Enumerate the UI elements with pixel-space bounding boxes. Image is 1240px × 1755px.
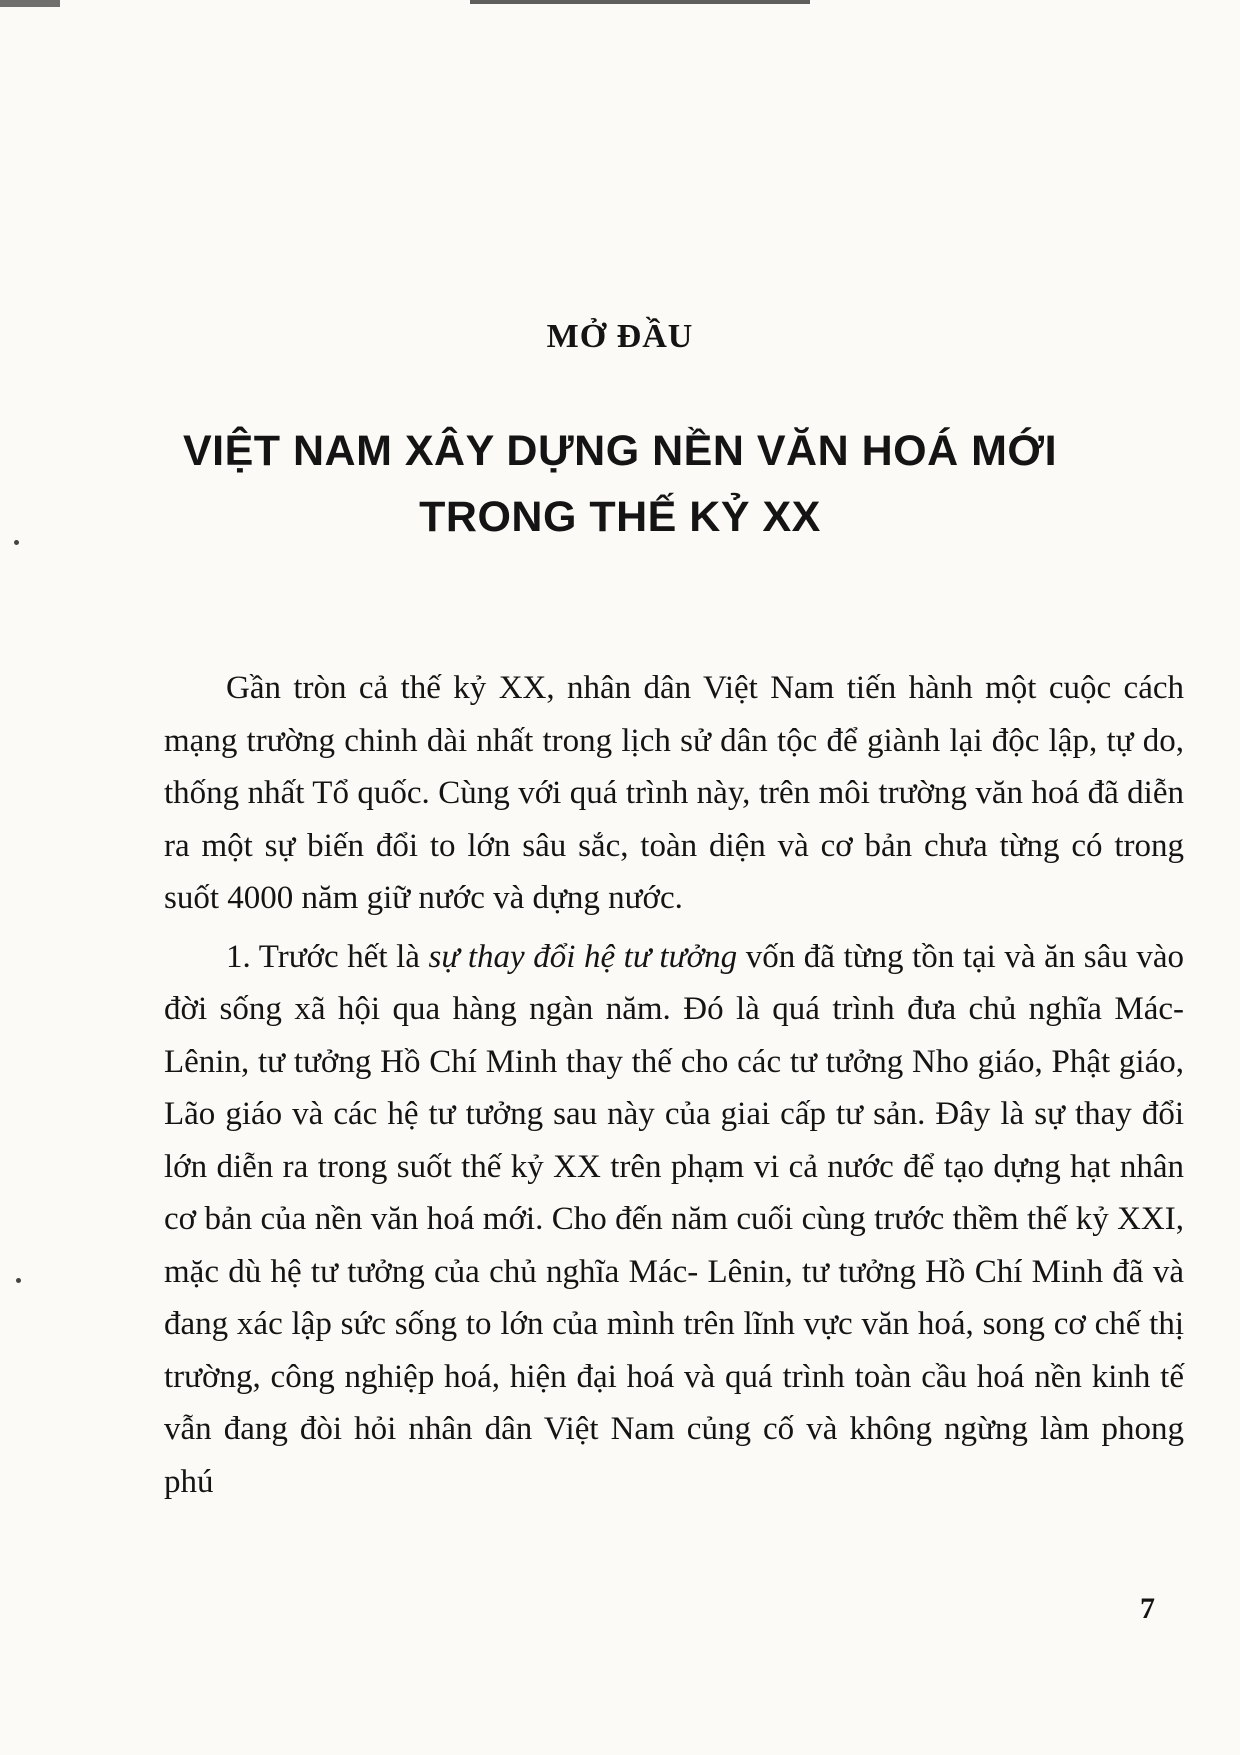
- section-label: MỞ ĐẦU: [546, 318, 694, 355]
- scan-corner-mark: [0, 0, 60, 7]
- chapter-title: [0, 418, 1240, 550]
- page-number: 7: [1140, 1592, 1155, 1625]
- paragraph: Gần tròn cả thế kỷ XX, nhân dân Việt Nam tiến hành một cuộc cách mạng trường chinh dài nhất trong lịch sử dân tộc để giành lại độc lập, tự do, thống nhất Tổ quốc. Cùng với quá trình này, trên môi trường văn hoá đã diễn ra một sự biến đổi to lớn sâu sắc, toàn diện và cơ bản chưa từng có trong suốt 4000 năm giữ nước và dựng nước.: [164, 670, 1184, 916]
- scan-speck: [16, 1278, 21, 1283]
- body-text: [164, 662, 1184, 1508]
- chapter-title-line: TRONG THẾ KỶ XX: [419, 493, 821, 541]
- emphasis-text: sự thay đổi hệ tư tưởng: [428, 938, 738, 975]
- paragraph-lead: 1. Trước hết là: [226, 938, 429, 975]
- paragraph: [164, 931, 1184, 1509]
- scan-top-edge: [470, 0, 810, 4]
- paragraph-rest: vốn đã từng tồn tại và ăn sâu vào đời sống xã hội qua hàng ngàn năm. Đó là quá trình đưa chủ nghĩa Mác- Lênin, tư tưởng Hồ Chí Minh thay thế cho các tư tưởng Nho giáo, Phật giáo, Lão giáo và các hệ tư tưởng sau này của giai cấp tư sản. Đây là sự thay đổi lớn diễn ra trong suốt thế kỷ XX trên phạm vi cả nước để tạo dựng hạt nhân cơ bản của nền văn hoá mới. Cho đến năm cuối cùng trước thềm thế kỷ XXI, mặc dù hệ tư tưởng của chủ nghĩa Mác- Lênin, tư tưởng Hồ Chí Minh đã và đang xác lập sức sống to lớn của mình trên lĩnh vực văn hoá, song cơ chế thị trường, công nghiệp hoá, hiện đại hoá và quá trình toàn cầu hoá nền kinh tế vẫn đang đòi hỏi nhân dân Việt Nam củng cố và không ngừng làm phong phú: [164, 938, 1184, 1500]
- chapter-title-line: VIỆT NAM XÂY DỰNG NỀN VĂN HOÁ MỚI: [182, 427, 1058, 475]
